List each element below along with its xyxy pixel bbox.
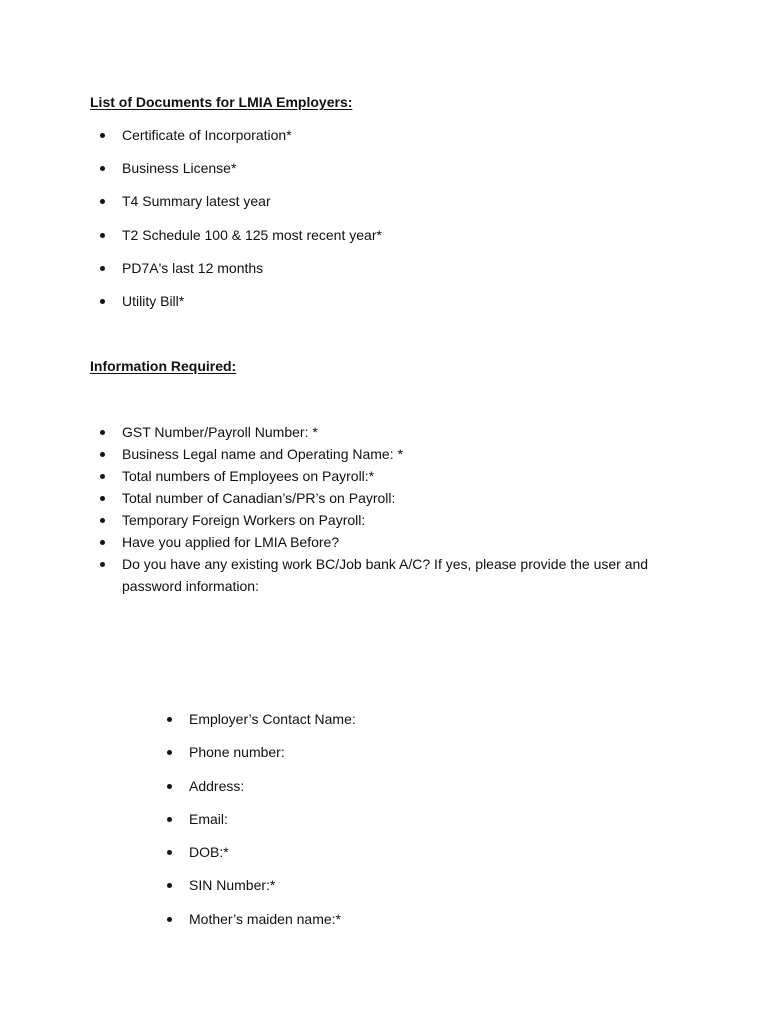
list-item-text: Temporary Foreign Workers on Payroll: (122, 512, 366, 528)
list-item-text: SIN Number:* (189, 877, 276, 894)
information-heading: Information Required: (90, 358, 237, 374)
list-item (122, 487, 682, 509)
bullet-icon (100, 474, 105, 479)
bullet-icon (167, 717, 172, 722)
bullet-icon (167, 917, 172, 922)
bullet-icon (100, 199, 105, 204)
list-item-text: GST Number/Payroll Number: * (122, 424, 318, 440)
bullet-icon (167, 784, 172, 789)
list-item (122, 509, 682, 531)
list-item (122, 553, 682, 597)
list-item-text: PD7A's last 12 months (122, 259, 264, 276)
list-item (122, 124, 682, 157)
list-item-text: Have you applied for LMIA Before? (122, 534, 340, 550)
list-item (122, 157, 682, 190)
bullet-icon (167, 750, 172, 755)
list-item (122, 443, 682, 465)
bullet-icon (100, 452, 105, 457)
list-item-text: Business License* (122, 160, 237, 177)
bullet-icon (100, 233, 105, 238)
bullet-icon (100, 266, 105, 271)
list-item-text: Business Legal name and Operating Name: * (122, 446, 403, 462)
list-item (189, 808, 669, 841)
list-item (122, 257, 682, 290)
contact-details-list (189, 708, 669, 941)
bullet-icon (167, 883, 172, 888)
bullet-icon (100, 299, 105, 304)
list-item-text: Total number of Canadian’s/PR’s on Payroll: (122, 490, 396, 506)
list-item-text: Certificate of Incorporation* (122, 127, 292, 143)
list-item (189, 741, 669, 774)
list-item-text: T2 Schedule 100 & 125 most recent year* (122, 226, 382, 243)
list-item (122, 224, 682, 257)
list-item-text: Employer’s Contact Name: (189, 711, 356, 727)
information-list (122, 421, 682, 597)
list-item-text: Phone number: (189, 744, 285, 761)
list-item (189, 908, 669, 941)
list-item (122, 421, 682, 443)
bullet-icon (100, 166, 105, 171)
list-item-text: Mother’s maiden name:* (189, 910, 342, 927)
list-item (189, 775, 669, 808)
documents-list (122, 124, 682, 323)
list-item-text: Email: (189, 810, 228, 827)
list-item (189, 708, 669, 741)
bullet-icon (100, 496, 105, 501)
bullet-icon (100, 133, 105, 138)
list-item (122, 190, 682, 223)
list-item-text: Utility Bill* (122, 292, 185, 309)
bullet-icon (100, 562, 105, 567)
bullet-icon (167, 850, 172, 855)
bullet-icon (100, 540, 105, 545)
list-item (189, 841, 669, 874)
list-item (122, 531, 682, 553)
list-item-text: Address: (189, 777, 245, 794)
list-item-text: DOB:* (189, 844, 229, 861)
list-item (189, 874, 669, 907)
list-item (122, 465, 682, 487)
list-item (122, 290, 682, 323)
bullet-icon (100, 430, 105, 435)
list-item-text: Do you have any existing work BC/Job bank A/C? If yes, please provide the user and password information: (122, 556, 649, 594)
list-item-text: Total numbers of Employees on Payroll:* (122, 468, 375, 484)
bullet-icon (167, 817, 172, 822)
documents-heading: List of Documents for LMIA Employers: (90, 94, 353, 110)
bullet-icon (100, 518, 105, 523)
list-item-text: T4 Summary latest year (122, 193, 271, 210)
